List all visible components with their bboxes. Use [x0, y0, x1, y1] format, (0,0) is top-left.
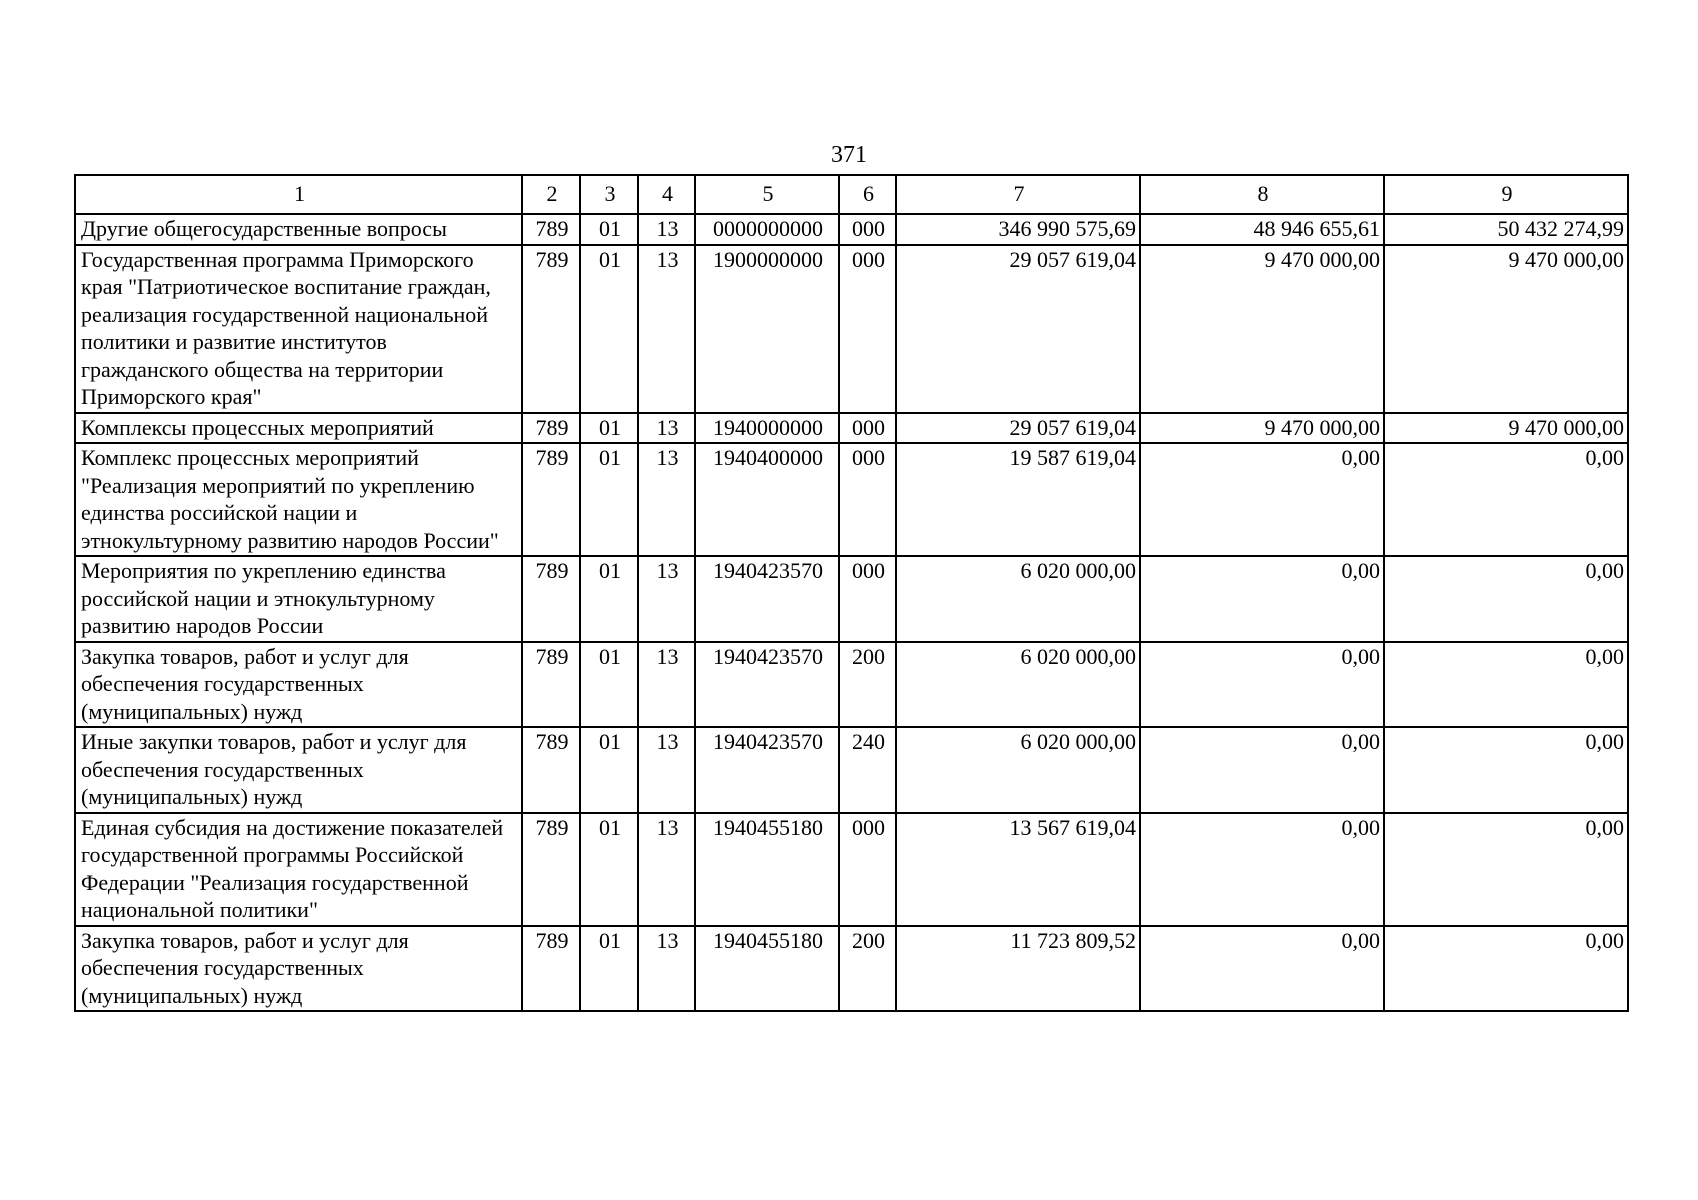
row-code-3: 01: [580, 813, 638, 926]
header-cell-6: 6: [839, 175, 896, 214]
table-row: [75, 926, 1628, 1012]
table-row: [75, 413, 1628, 444]
row-code-4: 13: [638, 245, 695, 413]
row-code-3: 01: [580, 443, 638, 556]
row-amount-7: 6 020 000,00: [896, 642, 1140, 728]
row-code-2: 789: [522, 214, 580, 245]
row-code-5: 1900000000: [695, 245, 839, 413]
row-code-5: 1940423570: [695, 556, 839, 642]
row-amount-9: 0,00: [1384, 926, 1628, 1012]
row-amount-7: 11 723 809,52: [896, 926, 1140, 1012]
row-name: Закупка товаров, работ и услуг для обеспечения государственных (муниципальных) нужд: [75, 642, 522, 728]
row-amount-9: 0,00: [1384, 556, 1628, 642]
row-amount-9: 0,00: [1384, 443, 1628, 556]
row-name: Единая субсидия на достижение показателей государственной программы Российской Федерации "Реализация государственной национальной политики": [75, 813, 522, 926]
row-code-5: 1940423570: [695, 642, 839, 728]
table-row: [75, 813, 1628, 926]
row-code-3: 01: [580, 214, 638, 245]
row-code-6: 240: [839, 727, 896, 813]
row-amount-8: 0,00: [1140, 443, 1384, 556]
row-amount-8: 48 946 655,61: [1140, 214, 1384, 245]
row-amount-7: 29 057 619,04: [896, 245, 1140, 413]
row-code-6: 000: [839, 556, 896, 642]
row-amount-7: 19 587 619,04: [896, 443, 1140, 556]
row-code-2: 789: [522, 926, 580, 1012]
header-cell-7: 7: [896, 175, 1140, 214]
row-code-6: 000: [839, 413, 896, 444]
row-code-2: 789: [522, 245, 580, 413]
row-amount-9: 0,00: [1384, 727, 1628, 813]
row-code-4: 13: [638, 443, 695, 556]
row-amount-9: 50 432 274,99: [1384, 214, 1628, 245]
row-code-3: 01: [580, 727, 638, 813]
row-code-3: 01: [580, 245, 638, 413]
budget-table: [74, 174, 1629, 1012]
row-code-2: 789: [522, 413, 580, 444]
table-row: [75, 245, 1628, 413]
row-amount-7: 6 020 000,00: [896, 556, 1140, 642]
page-number: 371: [831, 142, 867, 168]
header-cell-8: 8: [1140, 175, 1384, 214]
row-name: Комплексы процессных мероприятий: [75, 413, 522, 444]
row-code-4: 13: [638, 556, 695, 642]
table-row: [75, 214, 1628, 245]
row-code-6: 200: [839, 926, 896, 1012]
row-amount-8: 0,00: [1140, 813, 1384, 926]
row-name: Мероприятия по укреплению единства российской нации и этнокультурному развитию народов России: [75, 556, 522, 642]
row-amount-9: 9 470 000,00: [1384, 413, 1628, 444]
row-name: Закупка товаров, работ и услуг для обеспечения государственных (муниципальных) нужд: [75, 926, 522, 1012]
table-row: [75, 727, 1628, 813]
row-code-4: 13: [638, 214, 695, 245]
row-name: Государственная программа Приморского края "Патриотическое воспитание граждан, реализация государственной национальной политики и развитие институтов гражданского общества на территории Приморского края": [75, 245, 522, 413]
row-amount-8: 0,00: [1140, 556, 1384, 642]
row-code-4: 13: [638, 413, 695, 444]
row-code-2: 789: [522, 556, 580, 642]
row-code-3: 01: [580, 642, 638, 728]
header-cell-4: 4: [638, 175, 695, 214]
row-code-2: 789: [522, 727, 580, 813]
row-amount-9: 9 470 000,00: [1384, 245, 1628, 413]
row-code-2: 789: [522, 813, 580, 926]
header-cell-2: 2: [522, 175, 580, 214]
row-amount-7: 6 020 000,00: [896, 727, 1140, 813]
row-code-5: 1940455180: [695, 813, 839, 926]
row-amount-9: 0,00: [1384, 642, 1628, 728]
header-cell-1: 1: [75, 175, 522, 214]
row-amount-8: 0,00: [1140, 642, 1384, 728]
table-row: [75, 556, 1628, 642]
row-code-5: 1940455180: [695, 926, 839, 1012]
row-name: Другие общегосударственные вопросы: [75, 214, 522, 245]
row-amount-9: 0,00: [1384, 813, 1628, 926]
row-code-4: 13: [638, 926, 695, 1012]
row-code-5: 1940400000: [695, 443, 839, 556]
row-code-5: 1940423570: [695, 727, 839, 813]
row-code-3: 01: [580, 413, 638, 444]
header-cell-3: 3: [580, 175, 638, 214]
row-code-4: 13: [638, 727, 695, 813]
row-amount-7: 13 567 619,04: [896, 813, 1140, 926]
row-amount-7: 29 057 619,04: [896, 413, 1140, 444]
row-amount-7: 346 990 575,69: [896, 214, 1140, 245]
table-row: [75, 443, 1628, 556]
row-code-2: 789: [522, 642, 580, 728]
row-amount-8: 0,00: [1140, 926, 1384, 1012]
row-amount-8: 9 470 000,00: [1140, 413, 1384, 444]
row-amount-8: 9 470 000,00: [1140, 245, 1384, 413]
row-code-6: 000: [839, 245, 896, 413]
row-code-3: 01: [580, 556, 638, 642]
table-row: [75, 642, 1628, 728]
row-code-4: 13: [638, 642, 695, 728]
row-code-4: 13: [638, 813, 695, 926]
row-name: Комплекс процессных мероприятий "Реализация мероприятий по укреплению единства российской нации и этнокультурному развитию народов России": [75, 443, 522, 556]
row-code-6: 000: [839, 443, 896, 556]
row-code-6: 200: [839, 642, 896, 728]
row-name: Иные закупки товаров, работ и услуг для обеспечения государственных (муниципальных) нужд: [75, 727, 522, 813]
row-code-3: 01: [580, 926, 638, 1012]
row-code-2: 789: [522, 443, 580, 556]
header-row: [75, 175, 1628, 214]
row-code-5: 1940000000: [695, 413, 839, 444]
row-code-6: 000: [839, 214, 896, 245]
row-code-5: 0000000000: [695, 214, 839, 245]
header-cell-9: 9: [1384, 175, 1628, 214]
row-code-6: 000: [839, 813, 896, 926]
header-cell-5: 5: [695, 175, 839, 214]
row-amount-8: 0,00: [1140, 727, 1384, 813]
